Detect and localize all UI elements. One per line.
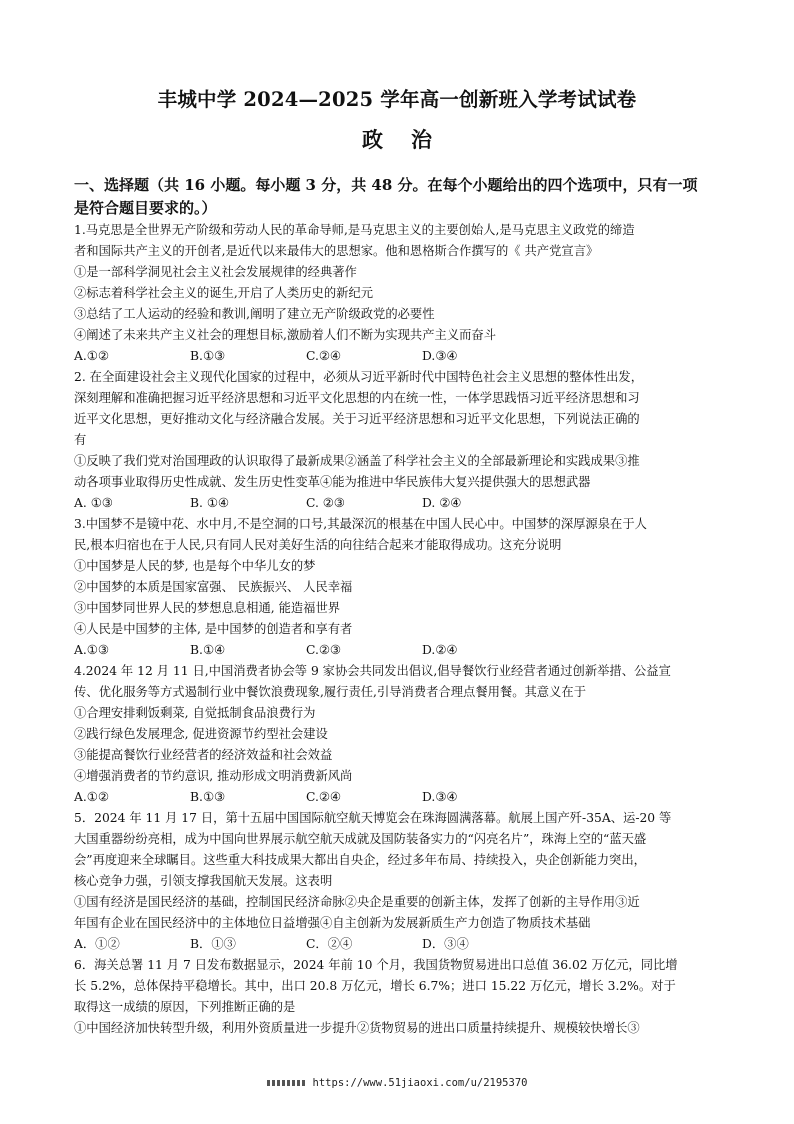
- answer-options: [74, 787, 724, 808]
- answer-option: C. ②③: [306, 496, 345, 510]
- answer-option: B.①④: [190, 643, 225, 657]
- question-line: 民,根本归宿也在于人民,只有同人民对美好生活的向往结合起来才能取得成功。这充分说明: [74, 538, 562, 552]
- question-line: ③能提高餐饮行业经营者的经济效益和社会效益: [74, 748, 333, 762]
- question-line: 深刻理解和准确把握习近平经济思想和习近平文化思想的内在统一性，一体学思践悟习近平经济思想和习: [74, 391, 640, 405]
- answer-option: C.②④: [306, 790, 341, 804]
- answer-option: D.③④: [422, 790, 458, 804]
- question-line: ④人民是中国梦的主体, 是中国梦的创造者和享有者: [74, 622, 353, 636]
- question-1: [74, 220, 724, 367]
- question-line: 2. 在全面建设社会主义现代化国家的过程中，必须从习近平新时代中国特色社会主义思想的整体性出发，: [74, 370, 644, 384]
- answer-option: D.②④: [422, 643, 458, 657]
- question-line: 1.马克思是全世界无产阶级和劳动人民的革命导师,是马克思主义的主要创始人,是马克思主义政党的缔造: [74, 223, 635, 237]
- section-heading-line: 是符合题目要求的。）: [74, 199, 217, 217]
- questions-list: [74, 220, 724, 1039]
- question-line: 近平文化思想，更好推动文化与经济融合发展。关于习近平经济思想和习近平文化思想，下列说法正确的: [74, 412, 640, 426]
- question-line: ②中国梦的本质是国家富强、 民族振兴、 人民幸福: [74, 580, 353, 594]
- answer-option: A. ①③: [74, 496, 113, 510]
- question-line: 长 5.2%，总体保持平稳增长。其中，出口 20.8 万亿元，增长 6.7%；进口 15.22 万亿元，增长 3.2%。对于: [74, 979, 676, 993]
- answer-options: [74, 493, 724, 514]
- answer-option: A．①②: [74, 937, 120, 951]
- answer-option: C.②③: [306, 643, 341, 657]
- question-line: 3.中国梦不是镜中花、水中月,不是空洞的口号,其最深沉的根基在中国人民心中。中国梦的深厚源泉在于人: [74, 517, 647, 531]
- answer-option: D.③④: [422, 349, 458, 363]
- footer-url: https://www.51jiaoxi.com/u/2195370: [312, 1077, 528, 1089]
- question-line: 6．海关总署 11 月 7 日发布数据显示，2024 年前 10 个月，我国货物贸易进出口总值 36.02 万亿元，同比增: [74, 958, 678, 972]
- question-line: 5．2024 年 11 月 17 日，第十五届中国国际航空航天博览会在珠海圆满落幕。航展上国产歼-35A、运-20 等: [74, 811, 672, 825]
- question-line: 4.2024 年 12 月 11 日,中国消费者协会等 9 家协会共同发出倡议,倡导餐饮行业经营者通过创新举措、公益宣: [74, 664, 671, 678]
- question-line: 年国有企业在国民经济中的主体地位日益增强④自主创新为发展新质生产力创造了物质技术基础: [74, 916, 591, 930]
- question-line: ①是一部科学洞见社会主义社会发展规律的经典著作: [74, 265, 357, 279]
- answer-options: [74, 640, 724, 661]
- answer-option: D．③④: [422, 937, 469, 951]
- question-line: ④增强消费者的节约意识, 推动形成文明消费新风尚: [74, 769, 353, 783]
- section-heading: [74, 174, 724, 220]
- answer-option: C.②④: [306, 349, 341, 363]
- question-line: 大国重器纷纷亮相，成为中国向世界展示航空航天成就及国防装备实力的“闪亮名片”，珠海上空的“蓝天盛: [74, 832, 647, 846]
- question-line: ②践行绿色发展理念, 促进资源节约型社会建设: [74, 727, 328, 741]
- answer-option: B.①③: [190, 349, 225, 363]
- answer-options: [74, 934, 724, 955]
- answer-option: A.①③: [74, 643, 109, 657]
- question-line: 有: [74, 433, 87, 447]
- answer-option: A.①②: [74, 349, 109, 363]
- answer-options: [74, 346, 724, 367]
- question-line: ①合理安排剩饭剩菜, 自觉抵制食品浪费行为: [74, 706, 316, 720]
- question-line: 传、优化服务等方式遏制行业中餐饮浪费现象,履行责任,引导消费者合理点餐用餐。其意义在于: [74, 685, 586, 699]
- answer-option: A.①②: [74, 790, 109, 804]
- question-line: 者和国际共产主义的开创者,是近代以来最伟大的思想家。他和恩格斯合作撰写的《 共产党宣言》: [74, 244, 599, 258]
- question-2: [74, 367, 724, 514]
- question-5: [74, 808, 724, 955]
- answer-option: D. ②④: [422, 496, 462, 510]
- question-line: ③中国梦同世界人民的梦想息息相通, 能造福世界: [74, 601, 341, 615]
- question-line: ③总结了工人运动的经验和教训,阐明了建立无产阶级政党的必要性: [74, 307, 435, 321]
- answer-option: B.①③: [190, 790, 225, 804]
- subject-title: 政治: [362, 127, 460, 152]
- question-line: ②标志着科学社会主义的诞生,开启了人类历史的新纪元: [74, 286, 374, 300]
- answer-option: B．①③: [190, 937, 236, 951]
- question-line: ①反映了我们党对治国理政的认识取得了最新成果②涵盖了科学社会主义的全部最新理论和实践成果③推: [74, 454, 640, 468]
- question-line: 动各项事业取得历史性成就、发生历史性变革④能为推进中华民族伟大复兴提供强大的思想武器: [74, 475, 591, 489]
- question-line: ④阐述了未来共产主义社会的理想目标,激励着人们不断为实现共产主义而奋斗: [74, 328, 497, 342]
- question-line: ①中国经济加快转型升级，利用外资质量进一步提升②货物贸易的进出口质量持续提升、规模较快增长③: [74, 1021, 640, 1035]
- exam-title: 丰城中学 2024—2025 学年高一创新班入学考试试卷: [157, 88, 637, 111]
- question-6: [74, 955, 724, 1039]
- answer-option: B. ①④: [190, 496, 229, 510]
- question-line: ①国有经济是国民经济的基础，控制国民经济命脉②央企是重要的创新主体，发挥了创新的主导作用③近: [74, 895, 640, 909]
- answer-option: C．②④: [306, 937, 353, 951]
- question-4: [74, 661, 724, 808]
- section-heading-line: 一、选择题（共 16 小题。每小题 3 分，共 48 分。在每个小题给出的四个选项中，只有一项: [74, 176, 698, 194]
- footer: [0, 1077, 794, 1089]
- question-line: 取得这一成绩的原因，下列推断正确的是: [74, 1000, 296, 1014]
- question-3: [74, 514, 724, 661]
- question-line: 核心竞争力强，引领支撑我国航天发展。这表明: [74, 874, 333, 888]
- question-line: 会”再度迎来全球瞩目。这些重大科技成果大都出自央企，经过多年布局、持续投入，央企创新能力突出，: [74, 853, 646, 867]
- question-line: ①中国梦是人民的梦, 也是每个中华儿女的梦: [74, 559, 316, 573]
- watermark-logo: [267, 1080, 305, 1086]
